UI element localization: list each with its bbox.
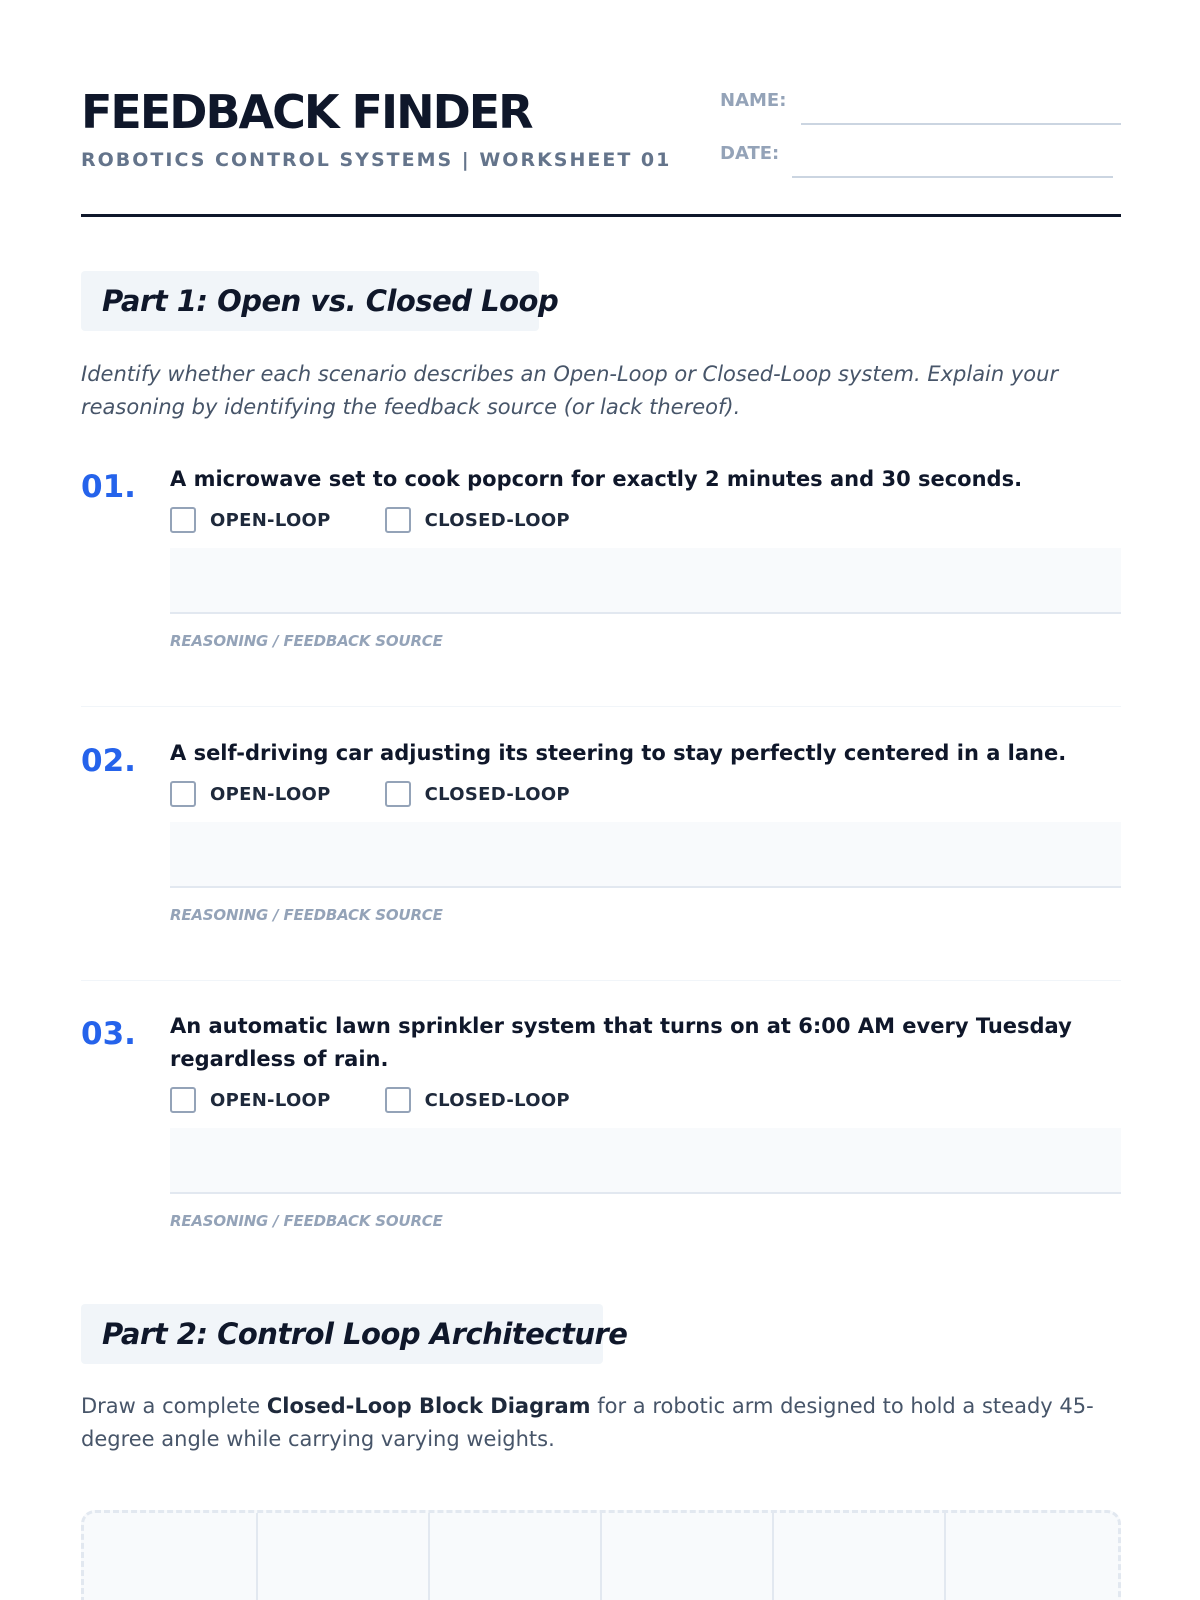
date-label: DATE: xyxy=(720,143,780,164)
name-input-line[interactable] xyxy=(801,123,1121,125)
question-body xyxy=(170,1010,1121,1230)
part2-text-before: Draw a complete xyxy=(81,1394,267,1418)
option-open-loop[interactable] xyxy=(170,781,331,807)
question-options xyxy=(170,506,1121,534)
option-label: OPEN-LOOP xyxy=(210,509,331,531)
question-options xyxy=(170,1086,1121,1114)
question-number: 03. xyxy=(81,1016,136,1052)
part1-heading-text: Part 1: Open vs. Closed Loop xyxy=(102,284,559,318)
part2-text-bold: Closed-Loop Block Diagram xyxy=(266,1394,591,1418)
option-label: CLOSED-LOOP xyxy=(424,509,570,531)
question-body xyxy=(170,463,1121,650)
grid-line xyxy=(944,1513,946,1600)
part2-instructions xyxy=(81,1390,1121,1456)
part2-text-after: for a robotic arm designed to hold a steady 45-degree angle while carrying varying weights. xyxy=(81,1394,1094,1451)
worksheet-page xyxy=(81,0,1121,1600)
name-field xyxy=(720,89,1121,117)
option-label: OPEN-LOOP xyxy=(210,1089,331,1111)
reasoning-answer-box[interactable] xyxy=(170,1128,1121,1194)
part2-heading xyxy=(81,1304,628,1364)
reasoning-caption: REASONING / FEEDBACK SOURCE xyxy=(170,906,443,924)
name-label: NAME: xyxy=(720,90,787,111)
reasoning-caption: REASONING / FEEDBACK SOURCE xyxy=(170,1212,443,1230)
part1-instructions: Identify whether each scenario describes an Open-Loop or Closed-Loop system. Explain your reasoning by identifying the feedback source (or lack thereof). xyxy=(81,362,1059,419)
option-label: CLOSED-LOOP xyxy=(424,1089,570,1111)
closed-loop-checkbox[interactable] xyxy=(385,781,411,807)
diagram-drawing-area[interactable] xyxy=(81,1510,1121,1600)
question-text: A microwave set to cook popcorn for exactly 2 minutes and 30 seconds. xyxy=(170,467,1023,491)
option-open-loop[interactable] xyxy=(170,507,331,533)
open-loop-checkbox[interactable] xyxy=(170,781,196,807)
grid-line xyxy=(256,1513,258,1600)
closed-loop-checkbox[interactable] xyxy=(385,507,411,533)
grid-line xyxy=(600,1513,602,1600)
worksheet-title: FEEDBACK FINDER xyxy=(81,85,532,139)
open-loop-checkbox[interactable] xyxy=(170,507,196,533)
reasoning-answer-box[interactable] xyxy=(170,822,1121,888)
option-label: CLOSED-LOOP xyxy=(424,783,570,805)
question-number: 01. xyxy=(81,469,136,505)
question-options xyxy=(170,780,1121,808)
date-field xyxy=(720,142,1121,170)
option-closed-loop[interactable] xyxy=(385,1087,570,1113)
worksheet-subtitle: ROBOTICS CONTROL SYSTEMS | WORKSHEET 01 xyxy=(81,149,672,171)
option-label: OPEN-LOOP xyxy=(210,783,331,805)
closed-loop-checkbox[interactable] xyxy=(385,1087,411,1113)
option-closed-loop[interactable] xyxy=(385,507,570,533)
reasoning-caption: REASONING / FEEDBACK SOURCE xyxy=(170,632,443,650)
question-text: A self-driving car adjusting its steering to stay perfectly centered in a lane. xyxy=(170,741,1067,765)
option-open-loop[interactable] xyxy=(170,1087,331,1113)
worksheet-header xyxy=(81,0,1121,217)
question-number: 02. xyxy=(81,743,136,779)
part2-heading-text: Part 2: Control Loop Architecture xyxy=(102,1317,628,1351)
date-input-line[interactable] xyxy=(792,176,1113,178)
question-divider xyxy=(81,980,1121,981)
question-divider xyxy=(81,706,1121,707)
option-closed-loop[interactable] xyxy=(385,781,570,807)
question-text: An automatic lawn sprinkler system that turns on at 6:00 AM every Tuesday regardless of rain. xyxy=(170,1014,1072,1071)
open-loop-checkbox[interactable] xyxy=(170,1087,196,1113)
reasoning-answer-box[interactable] xyxy=(170,548,1121,614)
question-body xyxy=(170,737,1121,924)
grid-line xyxy=(772,1513,774,1600)
part1-heading xyxy=(81,271,559,331)
grid-line xyxy=(428,1513,430,1600)
